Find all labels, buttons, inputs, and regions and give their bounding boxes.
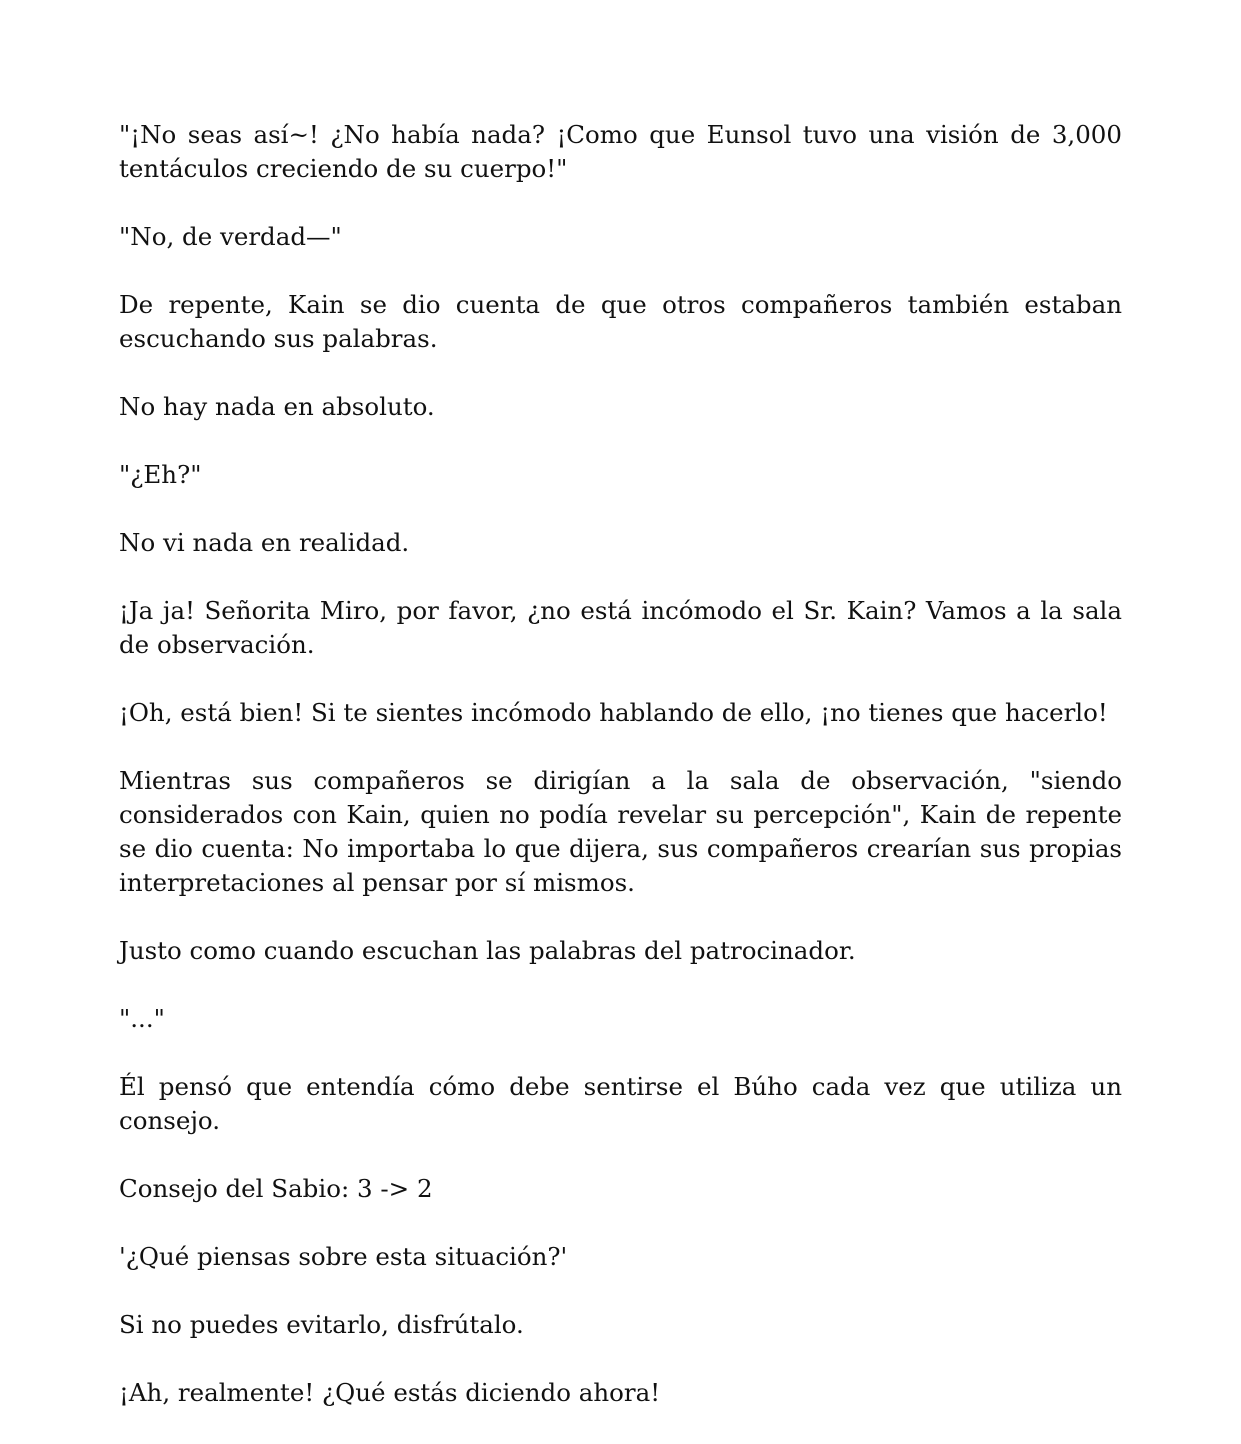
paragraph-13: Consejo del Sabio: 3 -> 2 [119,1174,433,1203]
paragraph-9: Mientras sus compañeros se dirigían a la sala de observación, "siendo considerados con Kain, quien no podía revelar su percepción", Kain de repente se dio cuenta: No importaba lo que dijera, sus compañeros crearían sus propias interpretaciones al pensar por sí mismos. [119,766,1122,897]
paragraph-1: "¡No seas así~! ¿No había nada? ¡Como que Eunsol tuvo una visión de 3,000 tentáculos creciendo de su cuerpo!" [119,120,1122,183]
paragraph-8: ¡Oh, está bien! Si te sientes incómodo hablando de ello, ¡no tienes que hacerlo! [119,698,1108,727]
document-page [119,118,1122,1444]
paragraph-3: De repente, Kain se dio cuenta de que otros compañeros también estaban escuchando sus palabras. [119,290,1122,353]
paragraph-7: ¡Ja ja! Señorita Miro, por favor, ¿no está incómodo el Sr. Kain? Vamos a la sala de observación. [119,596,1122,659]
paragraph-10: Justo como cuando escuchan las palabras del patrocinador. [119,936,856,965]
paragraph-16: ¡Ah, realmente! ¿Qué estás diciendo ahora! [119,1378,661,1407]
paragraph-11: "..." [119,1004,165,1033]
paragraph-2: "No, de verdad—" [119,222,342,251]
paragraph-4: No hay nada en absoluto. [119,392,435,421]
paragraph-6: No vi nada en realidad. [119,528,410,557]
paragraph-15: Si no puedes evitarlo, disfrútalo. [119,1310,524,1339]
paragraph-14: '¿Qué piensas sobre esta situación?' [119,1242,568,1271]
paragraph-12: Él pensó que entendía cómo debe sentirse el Búho cada vez que utiliza un consejo. [119,1072,1122,1135]
paragraph-5: "¿Eh?" [119,460,202,489]
